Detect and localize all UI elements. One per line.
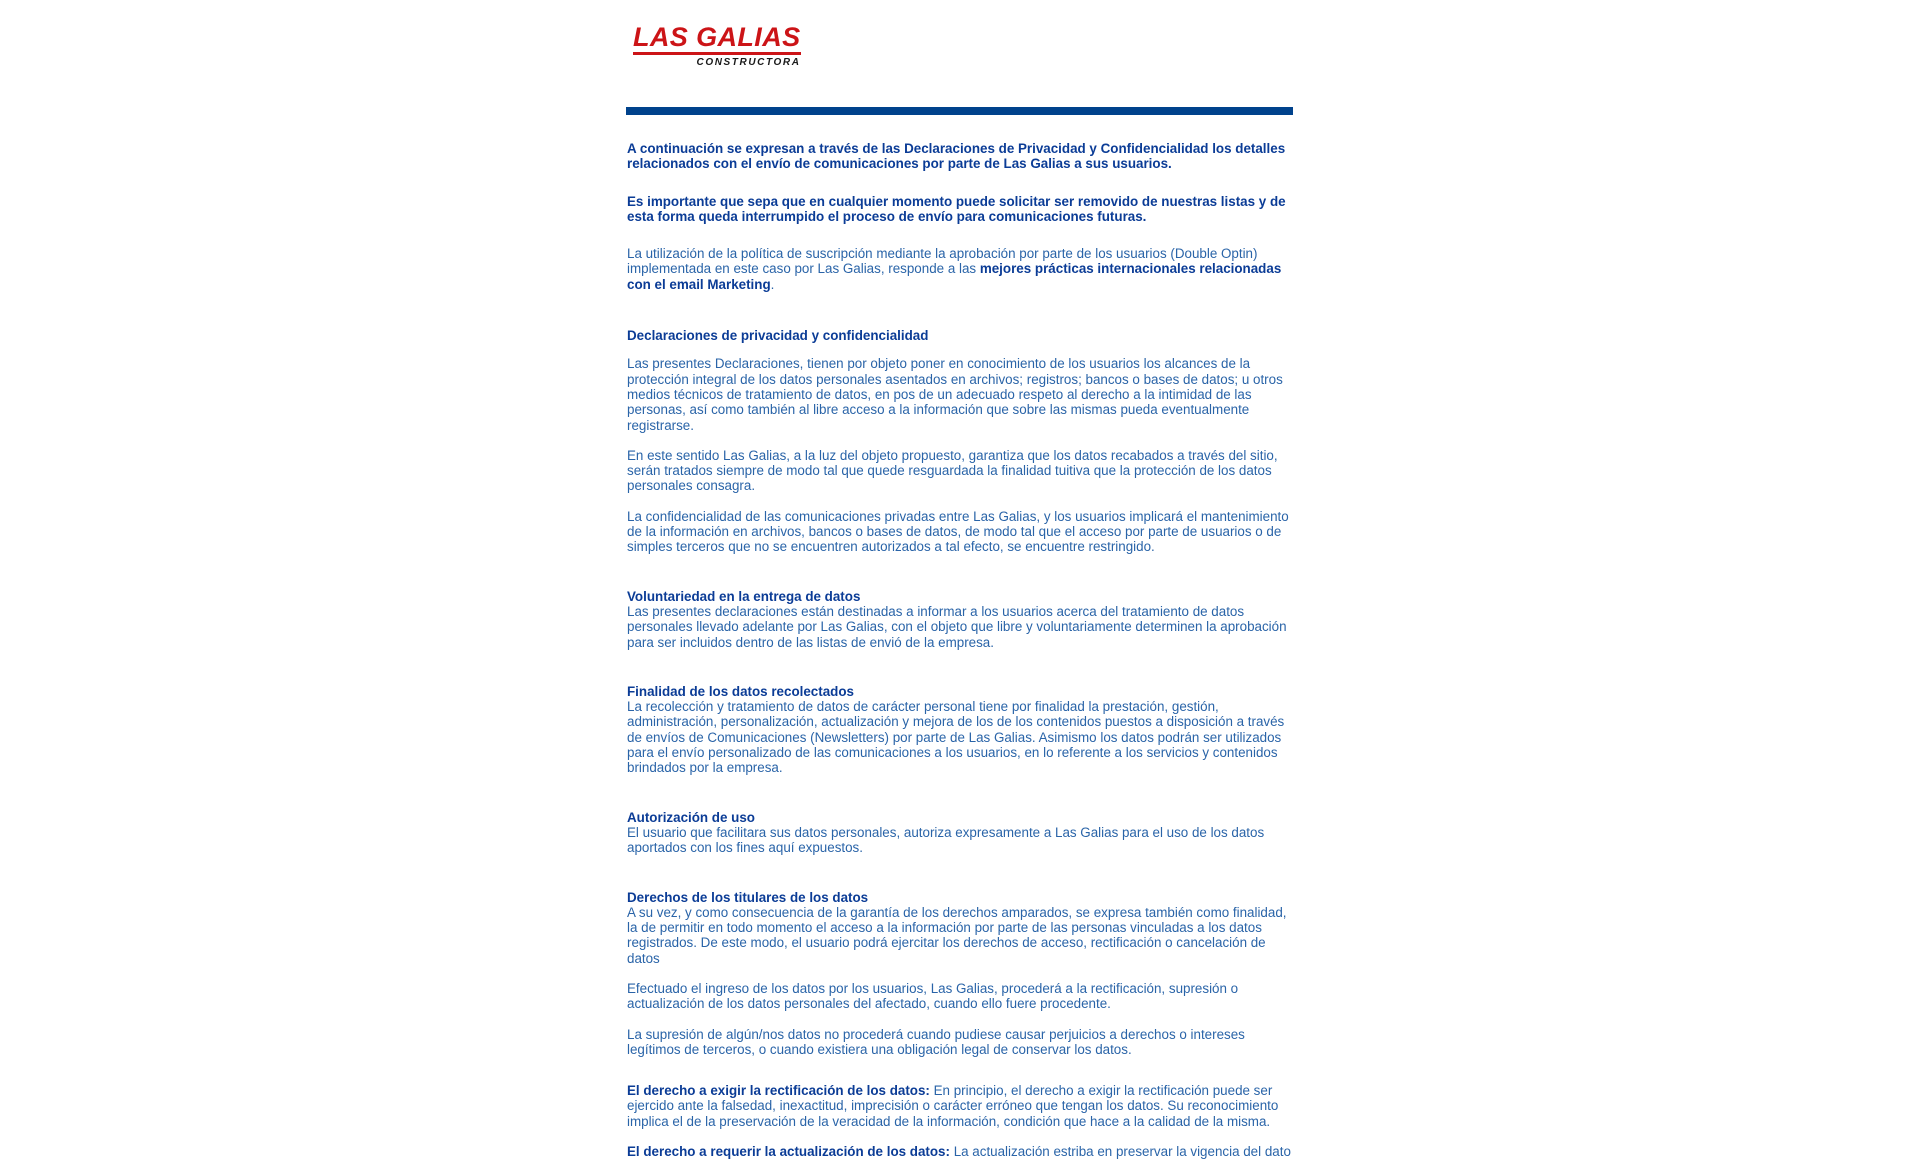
right-item-actualizacion-lead: El derecho a requerir la actualización de los datos: [627,1144,950,1159]
company-logo[interactable] [633,24,801,68]
section-title-finalidad: Finalidad de los datos recolectados [627,683,854,699]
section-declaraciones-paragraph-2: En este sentido Las Galias, a la luz del objeto propuesto, garantiza que los datos recabados a través del sitio, serán tratados siempre de modo tal que quede resguardada la finalidad tuitiva que la protección de los datos personales consagra. [627,447,1278,494]
section-title-declaraciones: Declaraciones de privacidad y confidencialidad [627,328,929,344]
right-item-actualizacion-body: La actualización estriba en preservar la vigencia del dato [949,1144,1291,1159]
right-item-rectificacion [627,1083,1294,1129]
section-autorizacion-paragraph-1: El usuario que facilitara sus datos personales, autoriza expresamente a Las Galias para el uso de los datos aportados con los fines aquí expuestos. [627,824,1265,856]
intro-paragraph-2: Es importante que sepa que en cualquier momento puede solicitar ser removido de nuestras listas y de esta forma queda interrumpido el proceso de envío para comunicaciones futuras. [627,193,1286,224]
section-autorizacion [627,810,1294,856]
section-declaraciones-paragraph-3: La confidencialidad de las comunicaciones privadas entre Las Galias, y los usuarios implicará el mantenimiento de la información en archivos, bancos o bases de datos, de modo tal que el acceso por parte de usuarios o de simples terceros que no se encuentren autorizados a tal efecto, se encuentre restringido. [627,508,1289,555]
section-voluntariedad [627,589,1294,650]
intro-paragraph-3 [627,246,1294,292]
header-divider-bar [626,107,1293,115]
intro-paragraph-3-emphasis: mejores prácticas internacionales relacionadas con el email Marketing [627,261,1282,292]
logo-wordmark: LAS GALIAS [633,24,801,55]
section-finalidad [627,684,1294,776]
policy-content [627,141,1294,1159]
section-title-voluntariedad: Voluntariedad en la entrega de datos [627,588,861,604]
right-item-rectificacion-body: En principio, el derecho a exigir la rectificación puede ser ejercido ante la falsedad, inexactitud, imprecisión o carácter erróneo que tengan los datos. Su reconocimiento implica el de la preservación de la veracidad de la información, condición que hace a la calidad de la misma. [627,1083,1279,1129]
section-declaraciones [627,328,1294,555]
section-derechos-paragraph-3: La supresión de algún/nos datos no procederá cuando pudiese causar perjuicios a derechos o intereses legítimos de terceros, o cuando existiera una obligación legal de conservar los datos. [627,1026,1245,1057]
site-header [633,24,1293,74]
section-derechos [627,890,1294,1058]
section-finalidad-paragraph-1: La recolección y tratamiento de datos de carácter personal tiene por finalidad la prestación, gestión, administración, personalización, actualización y mejora de los de los contenidos puestos a disposición a través de envíos de Comunicaciones (Newsletters) por parte de Las Galias. Asimismo los datos podrán ser utilizados para el envío personalizado de las comunicaciones a los usuarios, en lo referente a los servicios y contenidos brindados por la empresa. [627,699,1285,776]
section-title-derechos: Derechos de los titulares de los datos [627,889,869,905]
right-item-actualizacion [627,1144,1294,1159]
section-derechos-paragraph-1: A su vez, y como consecuencia de la garantía de los derechos amparados, se expresa también como finalidad, la de permitir en todo momento el acceso a la información por parte de las personas vinculadas a los datos registrados. De este modo, el usuario podrá ejercitar los derechos de acceso, rectificación o cancelación de datos [627,904,1287,966]
intro-paragraph-3-text-start: La utilización de la política de suscripción mediante la aprobación por parte de los usuarios (Double Optin) implementada en este caso por Las Galias, responde a las [627,246,1258,277]
right-item-rectificacion-lead: El derecho a exigir la rectificación de los datos: [627,1083,930,1099]
intro-paragraph-1: A continuación se expresan a través de las Declaraciones de Privacidad y Confidencialidad los detalles relacionados con el envío de comunicaciones por parte de Las Galias a sus usuarios. [627,141,1286,172]
section-voluntariedad-paragraph-1: Las presentes declaraciones están destinadas a informar a los usuarios acerca del tratamiento de datos personales llevado adelante por Las Galias, con el objeto que libre y voluntariamente determinen la aprobación para ser incluidos dentro de las listas de envió de la empresa. [627,603,1287,650]
section-derechos-paragraph-2: Efectuado el ingreso de los datos por los usuarios, Las Galias, procederá a la rectificación, supresión o actualización de los datos personales del afectado, cuando ello fuere procedente. [627,980,1239,1012]
logo-tagline: CONSTRUCTORA [696,57,801,68]
intro-paragraph-3-text-end: . [770,276,775,292]
section-title-autorizacion: Autorización de uso [627,809,755,825]
section-declaraciones-paragraph-1: Las presentes Declaraciones, tienen por objeto poner en conocimiento de los usuarios los alcances de la protección integral de los datos personales asentados en archivos; registros; bancos o bases de datos; u otros medios técnicos de tratamiento de datos, en pos de un adecuado respeto al derecho a la intimidad de las personas, así como también al libre acceso a la información que sobre las mismas pueda eventualmente registrarse. [627,356,1283,433]
